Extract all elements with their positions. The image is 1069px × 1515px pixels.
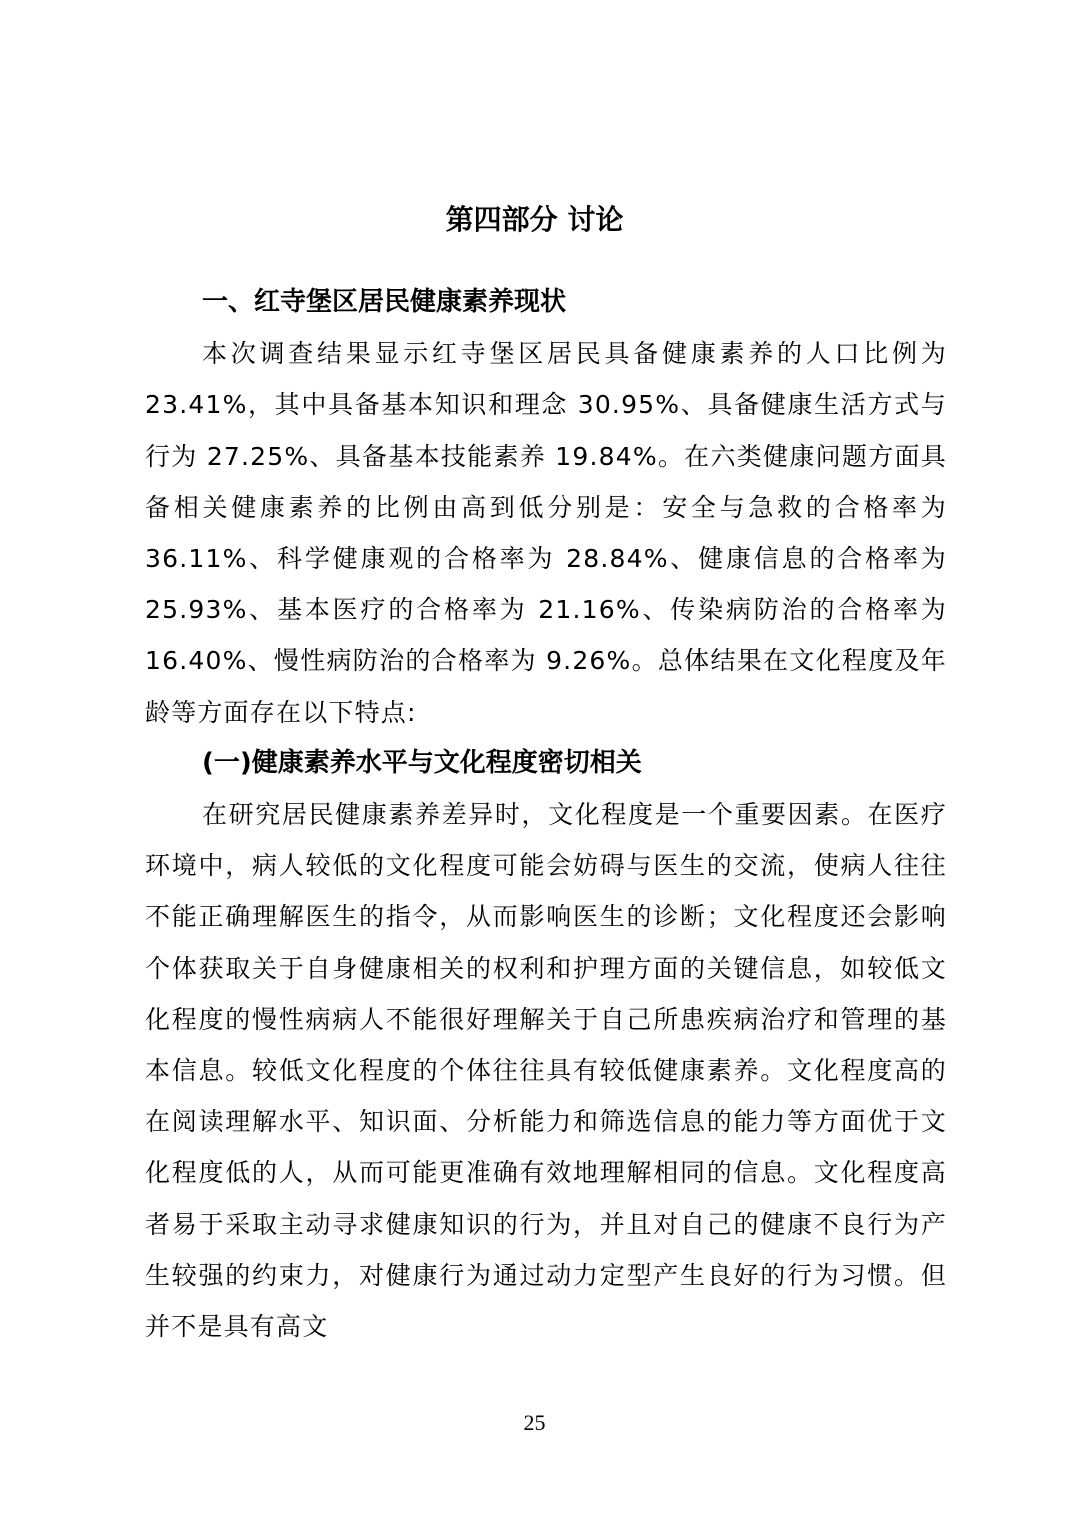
subsection-heading: (一)健康素养水平与文化程度密切相关 [202, 747, 642, 778]
page-number: 25 [523, 1410, 546, 1435]
page-content [145, 277, 947, 1352]
page-title: 第四部分 讨论 [445, 203, 624, 236]
section-heading: 一、红寺堡区居民健康素养现状 [202, 287, 567, 317]
body-paragraph: 本次调查结果显示红寺堡区居民具备健康素养的人口比例为 23.41%，其中具备基本知识和理念 30.95%、具备健康生活方式与行为 27.25%、具备基本技能素养 19.84%。在六类健康问题方面具备相关健康素养的比例由高到低分别是：安全与急救的合格率为 36.11%、科学健康观的合格率为 28.84%、健康信息的合格率为 25.93%、基本医疗的合格率为 21.16%、传染病防治的合格率为 16.40%、慢性病防治的合格率为 9.26%。总体结果在文化程度及年龄等方面存在以下特点: [145, 339, 947, 727]
body-paragraph: 在研究居民健康素养差异时，文化程度是一个重要因素。在医疗环境中，病人较低的文化程度可能会妨碍与医生的交流，使病人往往不能正确理解医生的指令，从而影响医生的诊断；文化程度还会影响个体获取关于自身健康相关的权利和护理方面的关键信息，如较低文化程度的慢性病病人不能很好理解关于自己所患疾病治疗和管理的基本信息。较低文化程度的个体往往具有较低健康素养。文化程度高的在阅读理解水平、知识面、分析能力和筛选信息的能力等方面优于文化程度低的人，从而可能更准确有效地理解相同的信息。文化程度高者易于采取主动寻求健康知识的行为，并且对自己的健康不良行为产生较强的约束力，对健康行为通过动力定型产生良好的行为习惯。但并不是具有高文 [145, 800, 947, 1342]
